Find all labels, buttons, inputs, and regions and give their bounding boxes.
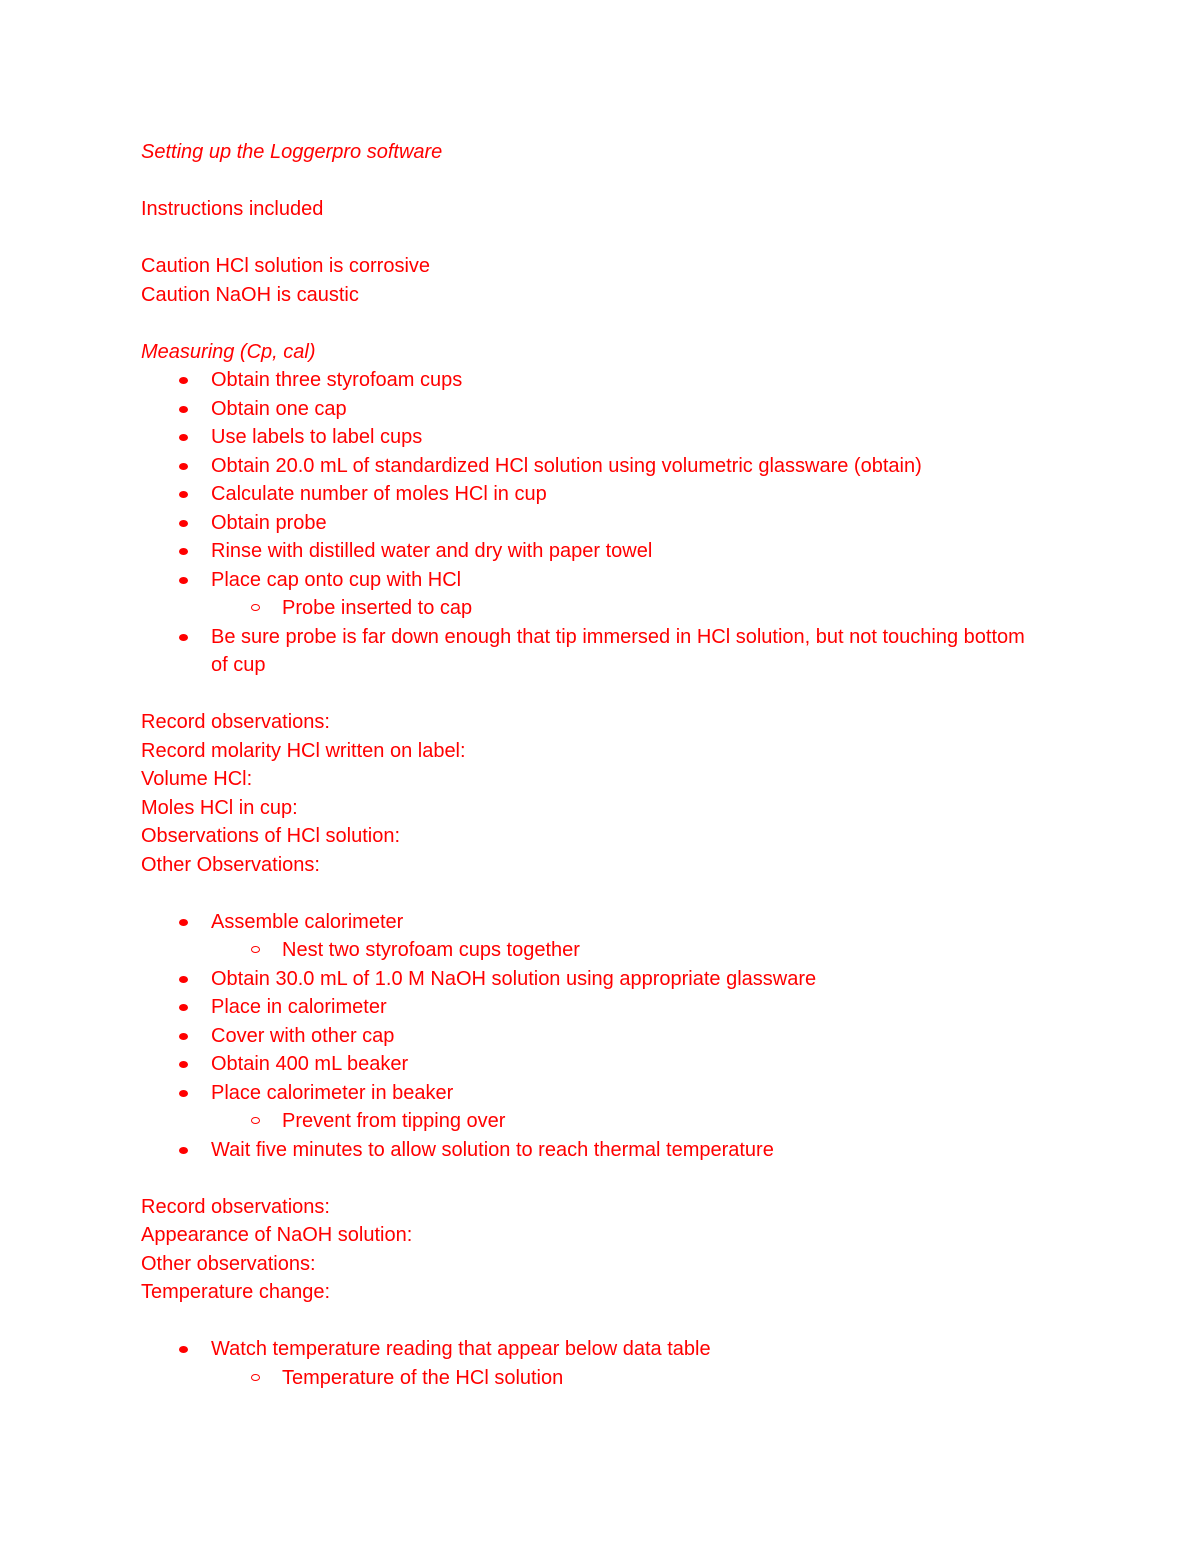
observation-line: Volume HCl: — [141, 768, 253, 790]
spacer — [141, 1307, 1041, 1336]
sub-list-item-text: Probe inserted to cap — [282, 597, 473, 619]
list-item-text: Obtain 20.0 mL of standardized HCl solution using volumetric glassware (obtain) — [211, 454, 922, 477]
sub-list-item-text: Prevent from tipping over — [282, 1110, 506, 1132]
spacer — [141, 224, 1041, 253]
observation-line: Other Observations: — [141, 853, 320, 876]
bullet-dot-icon — [179, 463, 188, 470]
list-item-text: Calculate number of moles HCl in cup — [211, 483, 547, 505]
list-item-text: Cover with other cap — [211, 1024, 395, 1047]
observation-line: Record observations: — [141, 711, 330, 733]
list-item-text: Use labels to label cups — [211, 426, 423, 448]
list-item — [141, 1335, 1041, 1392]
list-item — [141, 908, 1041, 965]
bullet-dot-icon — [179, 406, 188, 413]
bullet-dot-icon — [179, 548, 188, 555]
observation-line: Moles HCl in cup: — [141, 796, 298, 819]
list-item-text: Obtain three styrofoam cups — [211, 369, 463, 391]
observation-line: Appearance of NaOH solution: — [141, 1224, 413, 1246]
bullet-dot-icon — [179, 1090, 188, 1097]
sub-list — [211, 936, 1041, 965]
list-item — [141, 993, 1041, 1022]
bullet-dot-icon — [179, 919, 188, 926]
observations-naoh — [141, 1193, 1041, 1307]
heading-setup: Setting up the Loggerpro software — [141, 141, 443, 163]
hollow-bullet-icon — [251, 604, 260, 611]
list-item — [141, 480, 1041, 509]
list-item — [141, 1022, 1041, 1051]
sub-list — [211, 594, 1041, 623]
spacer — [141, 879, 1041, 908]
spacer — [141, 1164, 1041, 1193]
observation-line: Record observations: — [141, 1195, 330, 1218]
spacer — [141, 167, 1041, 196]
list-item — [141, 423, 1041, 452]
observation-line: Record molarity HCl written on label: — [141, 739, 466, 762]
bullet-dot-icon — [179, 520, 188, 527]
spacer — [141, 309, 1041, 338]
list-item-text: Obtain 400 mL beaker — [211, 1053, 409, 1075]
list-item-text: Be sure probe is far down enough that tip immersed in HCl solution, but not touching bottom of cup — [211, 625, 1025, 676]
sub-list-item-text: Nest two styrofoam cups together — [282, 939, 580, 961]
bullet-dot-icon — [179, 377, 188, 384]
bullet-dot-icon — [179, 976, 188, 983]
list-item-text: Obtain one cap — [211, 397, 347, 420]
list-item-text: Wait five minutes to allow solution to reach thermal temperature — [211, 1138, 774, 1161]
list-item — [141, 1050, 1041, 1079]
instructions-text: Instructions included — [141, 198, 324, 220]
sub-list-item — [211, 1107, 1041, 1136]
list-item — [141, 509, 1041, 538]
list-item — [141, 1136, 1041, 1165]
bullet-dot-icon — [179, 1061, 188, 1068]
observation-line: Observations of HCl solution: — [141, 825, 401, 847]
list-item — [141, 1079, 1041, 1136]
list-item-text: Assemble calorimeter — [211, 910, 404, 933]
sub-list — [211, 1364, 1041, 1393]
list-item — [141, 566, 1041, 623]
bullet-dot-icon — [179, 1346, 188, 1353]
bullet-dot-icon — [179, 1004, 188, 1011]
bullet-dot-icon — [179, 434, 188, 441]
sub-list-item — [211, 1364, 1041, 1393]
bullet-list-calorimeter — [141, 908, 1041, 1165]
bullet-dot-icon — [179, 491, 188, 498]
observations-hcl — [141, 708, 1041, 879]
sub-list-item-text: Temperature of the HCl solution — [282, 1366, 564, 1389]
list-item-text: Rinse with distilled water and dry with paper towel — [211, 540, 653, 562]
list-item-text: Place in calorimeter — [211, 996, 387, 1018]
hollow-bullet-icon — [251, 946, 260, 953]
list-item-text: Place cap onto cup with HCl — [211, 568, 462, 591]
observation-line: Other observations: — [141, 1252, 316, 1275]
spacer — [141, 680, 1041, 709]
sub-list — [211, 1107, 1041, 1136]
list-item — [141, 623, 1041, 680]
list-item-text: Place calorimeter in beaker — [211, 1081, 454, 1104]
document-body — [141, 138, 1041, 1392]
list-item — [141, 537, 1041, 566]
list-item-text: Obtain 30.0 mL of 1.0 M NaOH solution using appropriate glassware — [211, 967, 817, 990]
list-item — [141, 965, 1041, 994]
bullet-dot-icon — [179, 1033, 188, 1040]
sub-list-item — [211, 594, 1041, 623]
list-item-text: Watch temperature reading that appear below data table — [211, 1338, 711, 1360]
bullet-list-measuring — [141, 366, 1041, 680]
hollow-bullet-icon — [251, 1117, 260, 1124]
hollow-bullet-icon — [251, 1374, 260, 1381]
caution-naoh: Caution NaOH is caustic — [141, 283, 359, 306]
list-item-text: Obtain probe — [211, 511, 327, 534]
sub-list-item — [211, 936, 1041, 965]
list-item — [141, 366, 1041, 395]
bullet-list-temperature — [141, 1335, 1041, 1392]
heading-measuring: Measuring (Cp, cal) — [141, 340, 316, 363]
observation-line: Temperature change: — [141, 1281, 331, 1303]
bullet-dot-icon — [179, 577, 188, 584]
bullet-dot-icon — [179, 1147, 188, 1154]
bullet-dot-icon — [179, 634, 188, 641]
caution-hcl: Caution HCl solution is corrosive — [141, 255, 431, 277]
list-item — [141, 395, 1041, 424]
list-item — [141, 452, 1041, 481]
